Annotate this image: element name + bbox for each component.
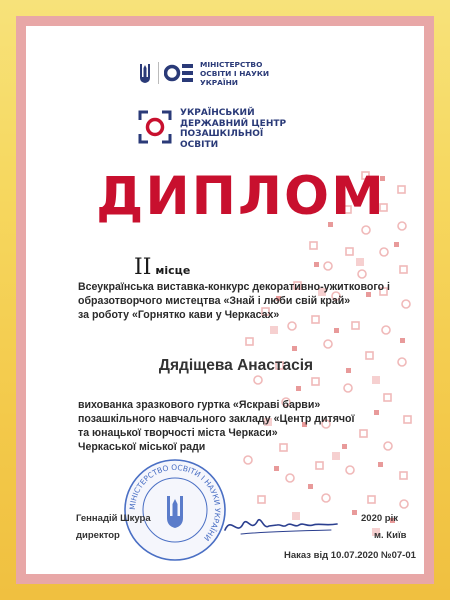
competition-line: Всеукраїнська виставка-конкурс декоративно-ужиткового і bbox=[78, 281, 390, 293]
trident-icon bbox=[138, 61, 152, 85]
ministry-name: МІНІСТЕРСТВО ОСВІТИ І НАУКИ УКРАЇНИ bbox=[200, 60, 270, 87]
place-award bbox=[134, 255, 190, 280]
issue-year: 2020 рік bbox=[361, 513, 398, 524]
competition-description bbox=[78, 280, 398, 322]
recipient-description bbox=[78, 398, 398, 454]
place-word: місце bbox=[155, 264, 191, 277]
description-line: та юнацької творчості міста Черкаси» bbox=[78, 427, 278, 439]
diploma-sheet bbox=[26, 26, 424, 574]
order-reference: Наказ від 10.07.2020 №07-01 bbox=[284, 550, 416, 561]
description-line: вихованка зразкового гуртка «Яскраві барви» bbox=[78, 399, 321, 411]
director-signature bbox=[221, 506, 341, 542]
competition-line: образотворчого мистецтва «Знай і люби свій край» bbox=[78, 295, 351, 307]
ministry-logo bbox=[138, 58, 306, 92]
issue-city: м. Київ bbox=[374, 530, 407, 541]
diploma-title: ДИПЛОМ bbox=[96, 166, 386, 227]
official-stamp bbox=[121, 456, 229, 564]
ministry-emblem-icon bbox=[164, 60, 194, 86]
center-name: УКРАЇНСЬКИЙ ДЕРЖАВНИЙ ЦЕНТР ПОЗАШКІЛЬНОЇ ОСВІТИ bbox=[180, 108, 287, 150]
recipient-name: Дядіщева Анастасія bbox=[158, 357, 314, 374]
center-emblem-icon bbox=[138, 110, 172, 144]
place-number: II bbox=[134, 255, 152, 280]
stamp-text: МІНІСТЕРСТВО ОСВІТИ І НАУКИ УКРАЇНИ bbox=[127, 462, 223, 543]
signer-name: Геннадій Шкура bbox=[76, 513, 151, 524]
signer-role: директор bbox=[76, 530, 120, 541]
description-line: позашкільного навчального закладу «Центр дитячої bbox=[78, 413, 355, 425]
logo-divider bbox=[158, 62, 159, 84]
center-logo bbox=[138, 108, 338, 164]
competition-line: за роботу «Горнятко кави у Черкасах» bbox=[78, 309, 280, 321]
description-line: Черкаської міської ради bbox=[78, 441, 206, 453]
